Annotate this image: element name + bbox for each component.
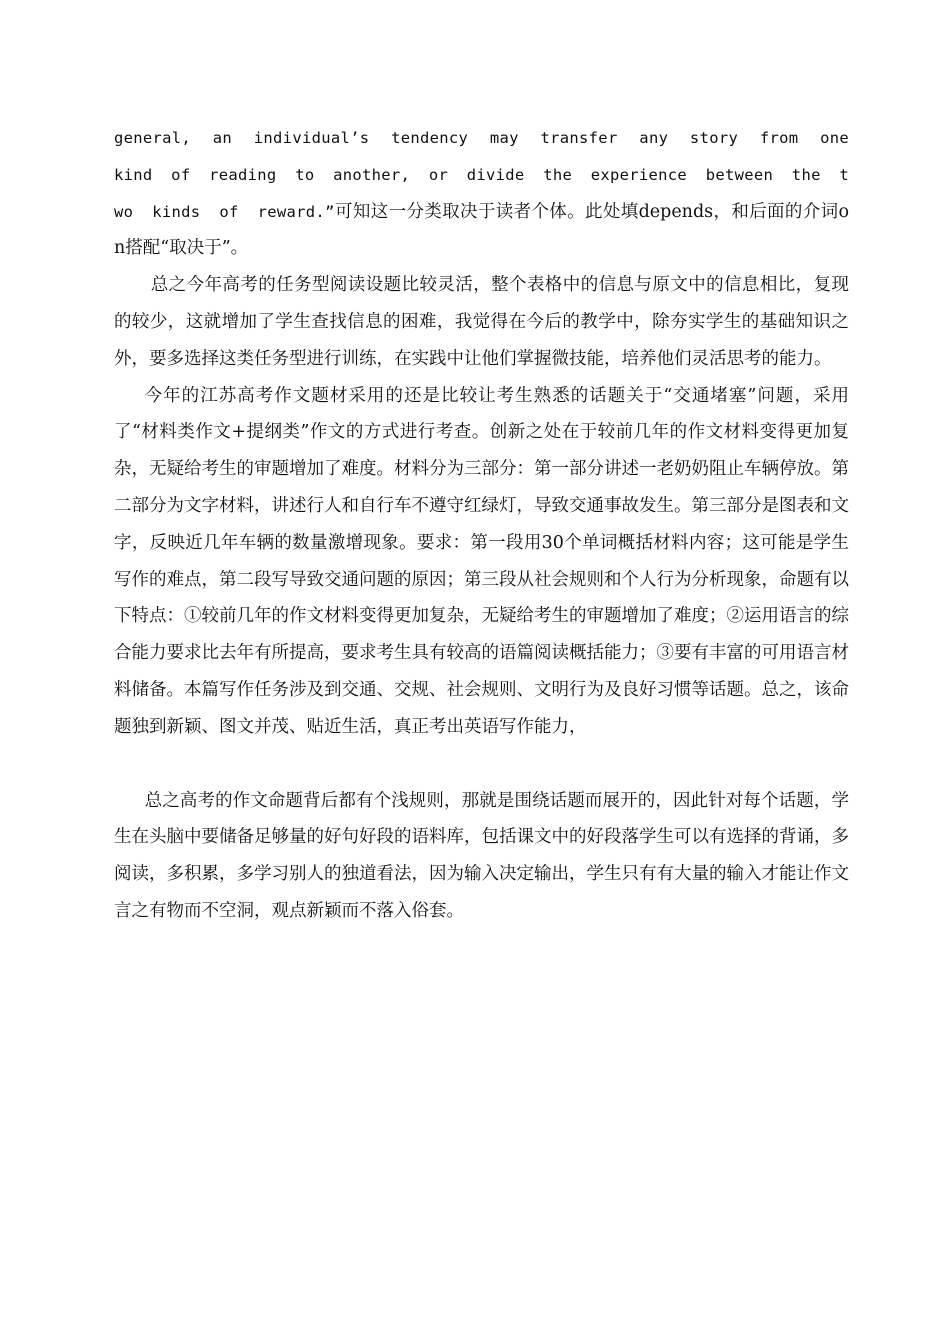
paragraph-gap [114, 746, 849, 783]
paragraph-writing-analysis: 今年的江苏高考作文题材采用的还是比较让考生熟悉的话题关于“交通堵塞”问题，采用了“材料类作文+提纲类”作文的方式进行考查。创新之处在于较前几年的作文材料变得更加复杂，无疑给考生的审题增加了难度。材料分为三部分：第一部分讲述一老奶奶阻止车辆停放。第二部分为文字材料，讲述行人和自行车不遵守红绿灯，导致交通事故发生。第三部分是图表和文字，反映近几年车辆的数量激增现象。要求：第一段用30个单词概括材料内容；这可能是学生写作的难点，第二段写导致交通问题的原因；第三段从社会规则和个人行为分析现象，命题有以下特点：①较前几年的作文材料变得更加复杂，无疑给考生的审题增加了难度；②运用语言的综合能力要求比去年有所提高，要求考生具有较高的语篇阅读概括能力；③要有丰富的可用语言材料储备。本篇写作任务涉及到交通、交规、社会规则、文明行为及良好习惯等话题。总之，该命题独到新颖、图文并茂、贴近生活，真正考出英语写作能力， [114, 385, 849, 737]
paragraph-writing-conclusion: 总之高考的作文命题背后都有个浅规则，那就是围绕话题而展开的，因此针对每个话题，学生在头脑中要储备足够量的好句好段的语料库，包括课文中的好段落学生可以有选择的背诵，多阅读，多积累，多学习别人的独道看法，因为输入决定输出，学生只有有大量的输入才能让作文言之有物而不空洞，观点新颖而不落入俗套。 [114, 790, 849, 921]
document-page [114, 120, 849, 930]
paragraph-reading-summary: 总之今年高考的任务型阅读设题比较灵活，整个表格中的信息与原文中的信息相比，复现的较少，这就增加了学生查找信息的困难，我觉得在今后的教学中，除夯实学生的基础知识之外，要多选择这类任务型进行训练，在实践中让他们掌握微技能，培养他们灵活思考的能力。 [114, 275, 849, 369]
quote-explanation: 可知这一分类取决于读者个体。此处填depends，和后面的介词on搭配“取决于”。 [114, 201, 849, 259]
paragraph-quote-analysis [114, 120, 849, 267]
english-quote: general, an individual’s tendency may transfer any story from one kind of reading to another, or divide the experience between the two kinds of reward.” [114, 129, 849, 221]
